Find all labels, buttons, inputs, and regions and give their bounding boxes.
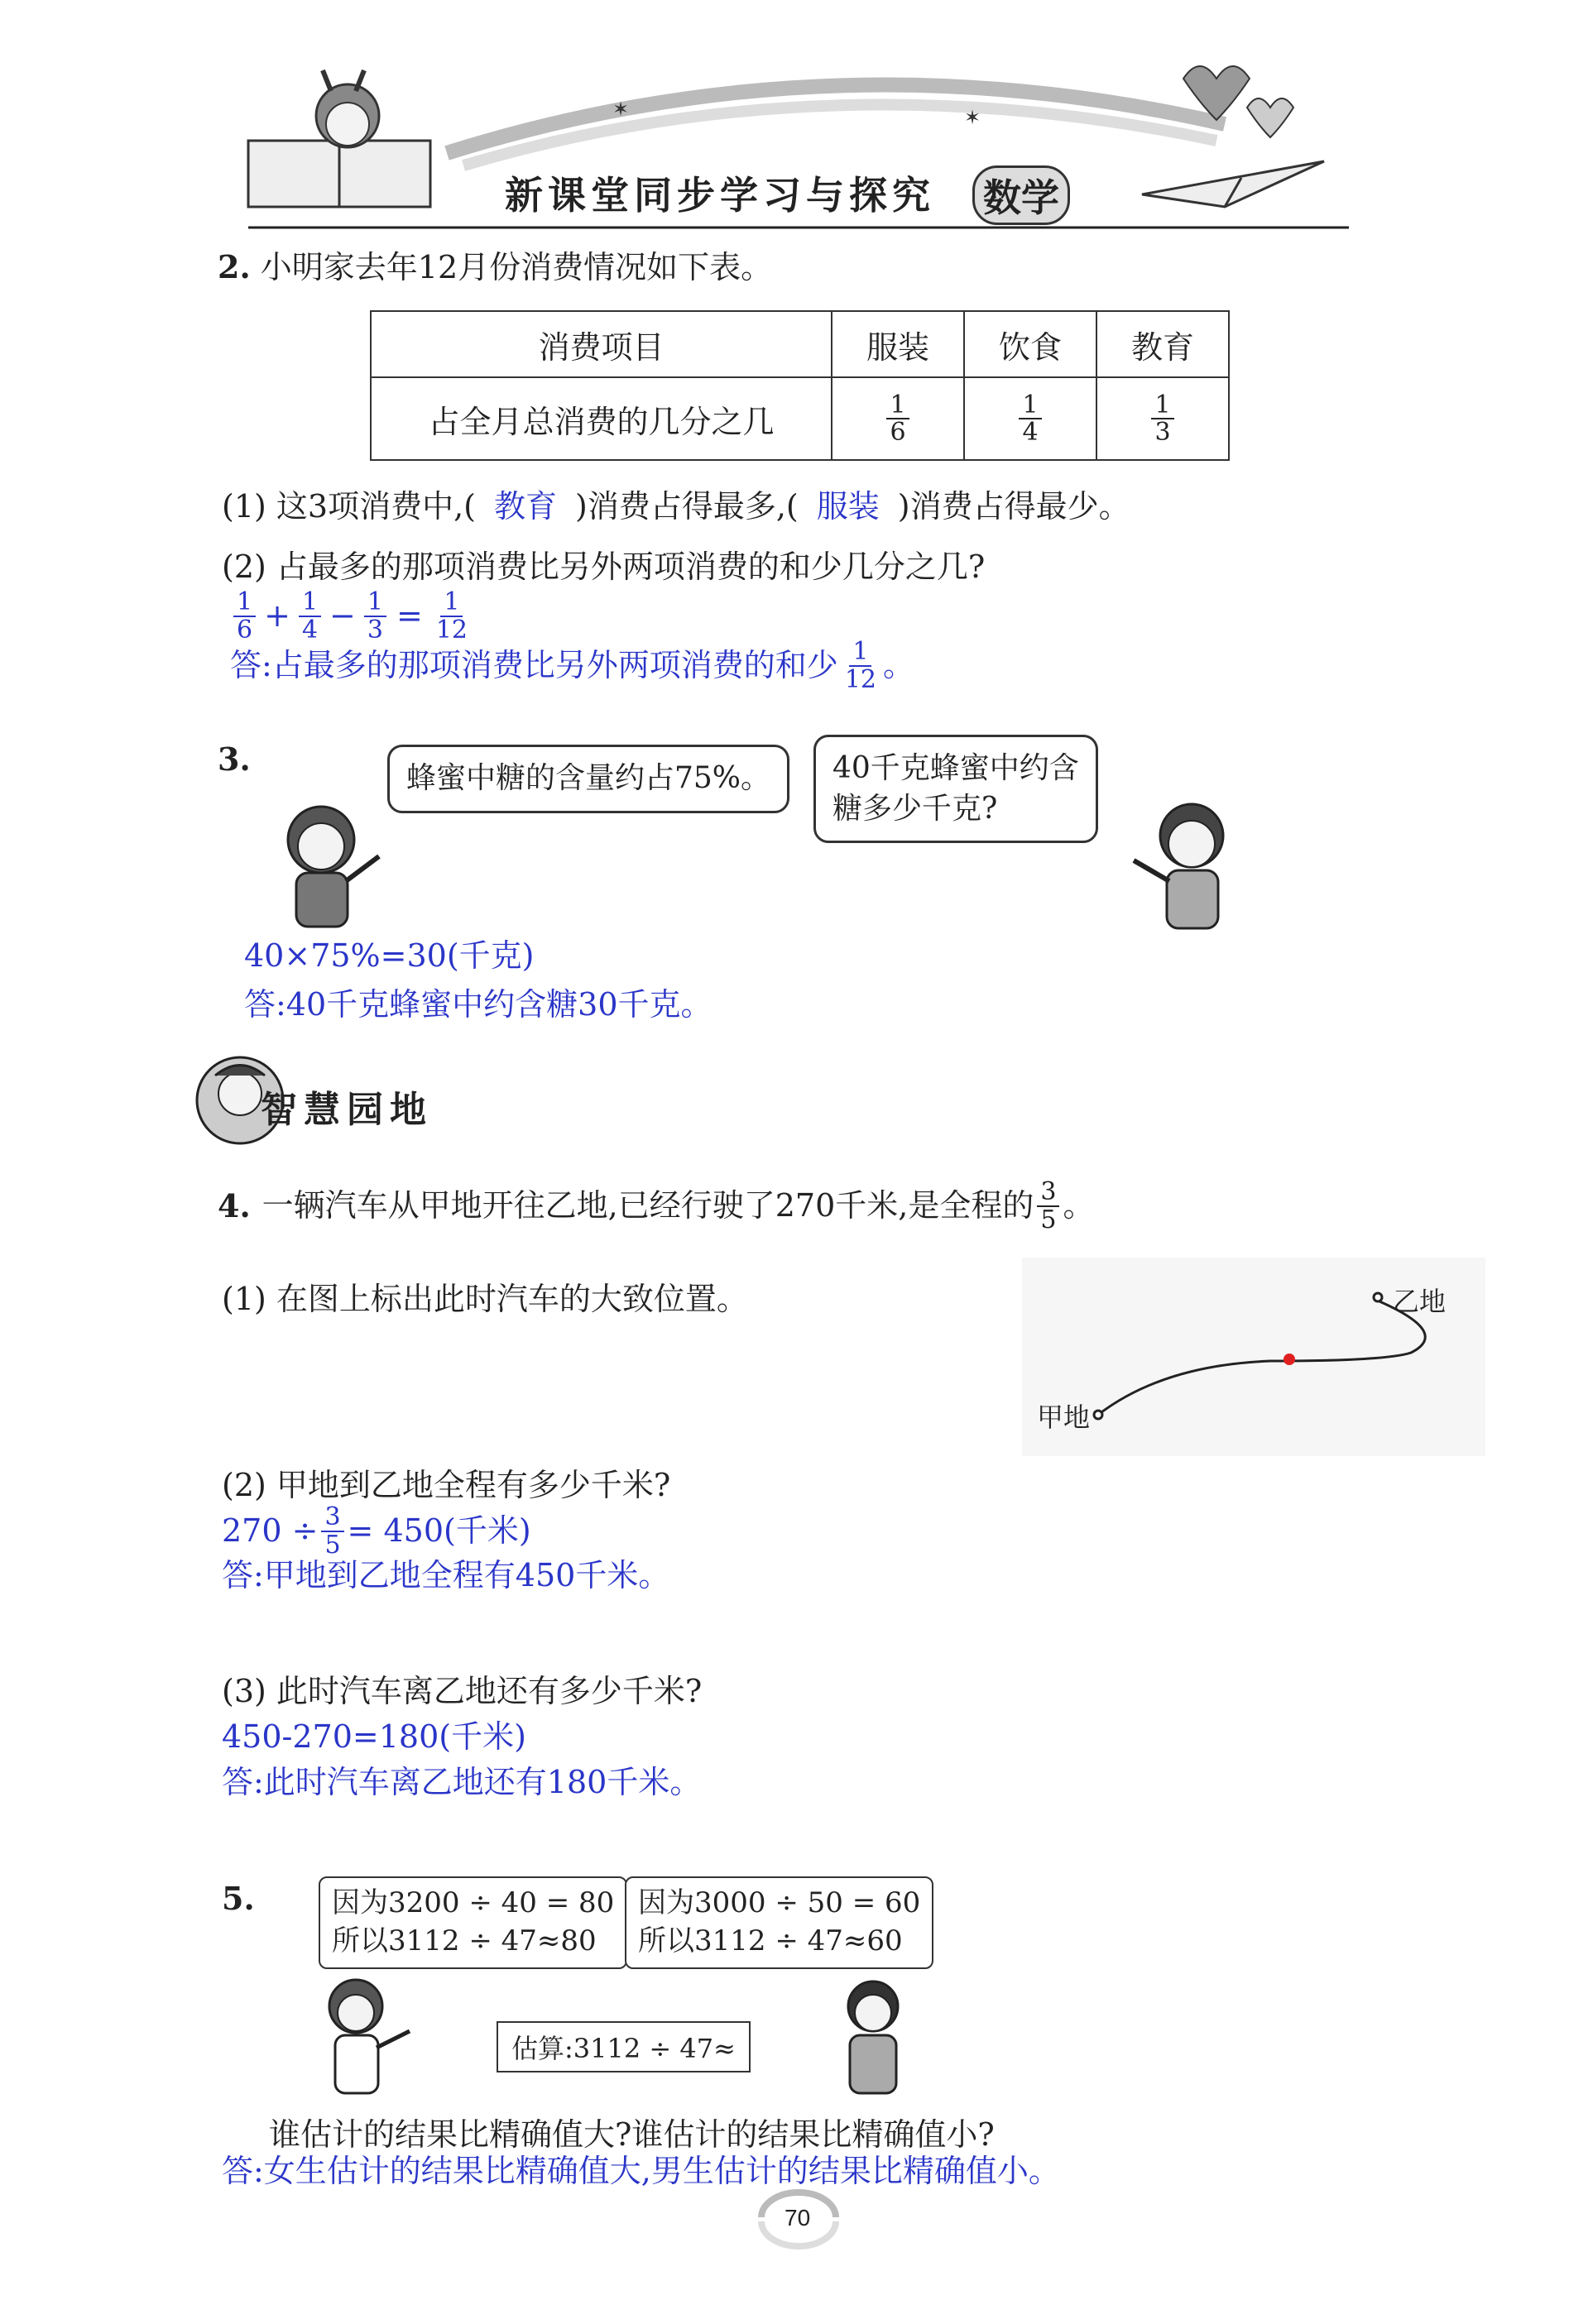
section-title: 智慧园地: [261, 1089, 433, 1131]
q4-stem: 4. 一辆汽车从甲地开往乙地,已经行驶了270千米,是全程的 $\frac{3}{5}$ 。: [218, 1177, 1095, 1234]
girl-illustration: [263, 798, 396, 931]
q4-sub2-answer: 答:甲地到乙地全程有450千米。: [222, 1557, 670, 1593]
q5-answer: 答:女生估计的结果比精确值大,男生估计的结果比精确值小。: [222, 2153, 1060, 2189]
end-label: 乙地: [1393, 1286, 1447, 1317]
header: [0, 0, 1593, 240]
q5-number: 5.: [222, 1880, 255, 1917]
q4-sub2-calc: 270 ÷ $\frac{3}{5}$ = 450(千米): [222, 1502, 531, 1560]
table-header-label: 消费项目: [371, 311, 832, 377]
girl-illustration-small: [306, 1973, 430, 2097]
girl-reasoning-box: 因为3200 ÷ 40 = 80 所以3112 ÷ 47≈80: [319, 1876, 627, 1969]
table-item-name: 饮食: [964, 311, 1096, 377]
q5-question: 谁估计的结果比精确值大?谁估计的结果比精确值小?: [269, 2116, 995, 2153]
q2-sub2-answer: 答:占最多的那项消费比另外两项消费的和少 $\frac{1}{12}$ 。: [230, 637, 915, 694]
paper-plane-icon: [1142, 161, 1324, 207]
q3-answer: 答:40千克蜂蜜中约含糖30千克。: [244, 986, 713, 1023]
book-girl-illustration: [248, 70, 430, 207]
q2-number: 2.: [218, 248, 251, 285]
q2-sub1: (1) 这3项消费中,( 教育 )消费占得最多,( 服装 )消费占得最少。: [222, 488, 1130, 525]
table-item-fraction: $\frac{1}{6}$: [832, 377, 964, 460]
answer-blank-most[interactable]: 教育: [494, 488, 558, 525]
car-position-marker[interactable]: [1284, 1354, 1295, 1365]
start-label: 甲地: [1037, 1402, 1091, 1433]
table-item-name: 教育: [1096, 311, 1229, 377]
speech-bubble-girl: 蜂蜜中糖的含量约占75%。: [387, 745, 789, 813]
q4-sub3-calc: 450-270=180(千米): [222, 1718, 526, 1755]
estimate-box: 估算:3112 ÷ 47≈: [497, 2021, 751, 2072]
boy-reasoning-box: 因为3000 ÷ 50 = 60 所以3112 ÷ 47≈60: [625, 1876, 933, 1969]
answer-blank-least[interactable]: 服装: [816, 488, 880, 525]
table-item-name: 服装: [832, 311, 964, 377]
q4-sub3-answer: 答:此时汽车离乙地还有180千米。: [222, 1764, 702, 1800]
boy-illustration: [1121, 794, 1254, 935]
page-number: 70: [785, 2205, 811, 2231]
header-title: 新课堂同步学习与探究: [505, 173, 935, 218]
table-item-fraction: $\frac{1}{3}$: [1096, 377, 1229, 460]
consumption-table: [370, 310, 1230, 461]
boy-illustration-small: [815, 1973, 939, 2097]
q3-calc: 40×75%=30(千克): [244, 937, 535, 974]
table-item-fraction: $\frac{1}{4}$: [964, 377, 1096, 460]
end-point: [1374, 1293, 1382, 1301]
svg-text:✶: ✶: [964, 106, 981, 129]
q4-sub2-text: (2) 甲地到乙地全程有多少千米?: [222, 1467, 671, 1503]
q3-number: 3.: [218, 740, 251, 778]
q2-sub2-calc: $\frac{1}{6}$ + $\frac{1}{4}$ − $\frac{1}{3}$ = $\frac{1}{12}$: [230, 589, 474, 643]
q4-sub1: (1) 在图上标出此时汽车的大致位置。: [222, 1281, 748, 1317]
q2-sub2-text: (2) 占最多的那项消费比另外两项消费的和少几分之几?: [222, 549, 986, 585]
q4-sub3-text: (3) 此时汽车离乙地还有多少千米?: [222, 1673, 703, 1709]
q2-stem: [218, 248, 772, 287]
svg-text:✶: ✶: [612, 98, 630, 121]
q2-text: 小明家去年12月份消费情况如下表。: [260, 249, 773, 285]
heart-icon: [1247, 98, 1293, 137]
start-point: [1094, 1411, 1102, 1419]
speech-bubble-boy: 40千克蜂蜜中约含 糖多少千克?: [813, 735, 1098, 843]
table-row-label: 占全月总消费的几分之几: [371, 377, 832, 460]
header-subject: 数学: [972, 165, 1070, 225]
route-diagram: [1022, 1258, 1485, 1456]
